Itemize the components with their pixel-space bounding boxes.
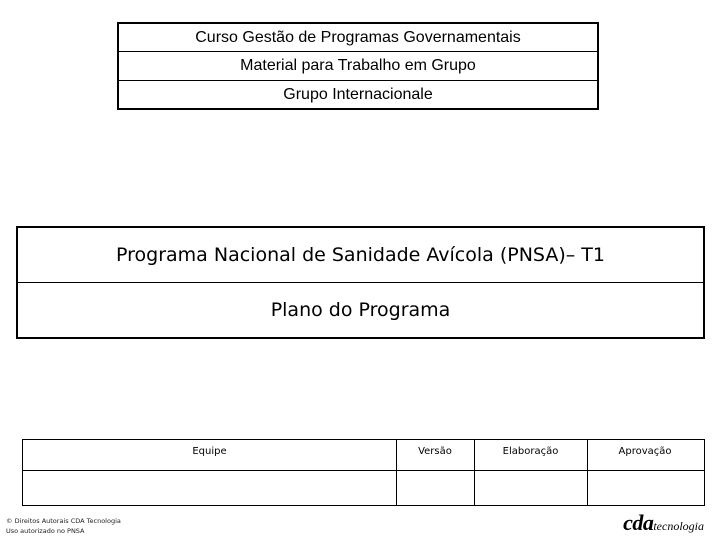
logo-sub-text: tecnologia [653,519,704,533]
group-name: Grupo Internacionale [283,85,433,103]
signature-table [22,439,705,506]
header-table [117,22,599,110]
material-label: Material para Trabalho em Grupo [119,52,597,81]
program-block [16,226,705,339]
program-subtitle: Plano do Programa [270,299,451,321]
column-header-equipe: Equipe [192,446,227,457]
cda-logo [623,510,704,536]
logo-main-text: cda [623,510,654,535]
program-title: Programa Nacional de Sanidade Avícola (PNSA)– T1 [18,228,703,283]
column-header-versao: Versão [418,446,452,457]
column-header-elaboracao: Elaboração [502,446,559,457]
copyright-line: © Direitos Autorais CDA Tecnologia [6,517,121,525]
column-header-aprovacao: Aprovação [618,446,672,457]
course-title: Curso Gestão de Programas Governamentais [119,24,597,52]
copyright-notice [6,516,206,536]
row-divider [23,470,704,471]
usage-line: Uso autorizado no PNSA [6,527,85,535]
